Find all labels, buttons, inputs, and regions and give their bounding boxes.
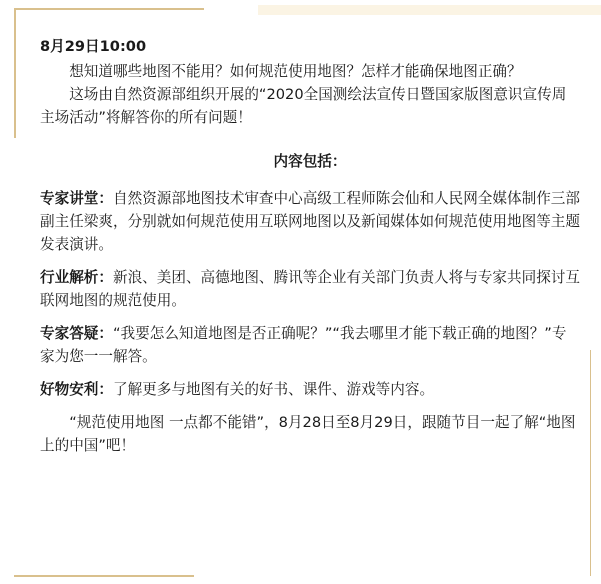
item-label: 行业解析： (40, 269, 113, 286)
item-text: 新浪、美团、高德地图、腾讯等企业有关部门负责人将与专家共同探讨互联网地图的规范使用。 (40, 269, 580, 309)
content-item (40, 378, 580, 401)
item-text: 自然资源部地图技术审查中心高级工程师陈会仙和人民网全媒体制作三部副主任梁爽，分别就如何规范使用互联网地图以及新闻媒体如何规范使用地图等主题发表演讲。 (40, 190, 580, 253)
item-label: 好物安利： (40, 381, 113, 398)
closing-paragraph: “规范使用地图 一点都不能错”，8月28日至8月29日，跟随节目一起了解“地图上的中国”吧！ (40, 414, 576, 454)
event-date: 8月29日10:00 (40, 38, 147, 55)
intro-event: 这场由自然资源部组织开展的“2020全国测绘法宣传日暨国家版图意识宣传周主场活动”将解答你的所有问题！ (40, 86, 567, 126)
item-text: “我要怎么知道地图是否正确呢？”“我去哪里才能下载正确的地图？”专家为您一一解答。 (40, 325, 567, 365)
content-item (40, 266, 580, 312)
frame-left-line (14, 8, 16, 138)
section-heading: 内容包括： (273, 153, 347, 170)
frame-bottom-left-line (14, 575, 194, 577)
item-label: 专家讲堂： (40, 190, 113, 207)
content-item (40, 322, 580, 368)
frame-right-line (590, 350, 592, 576)
content-item (40, 187, 580, 256)
article-body (40, 35, 580, 457)
frame-top-left-line (14, 8, 204, 10)
intro-questions: 想知道哪些地图不能用？如何规范使用地图？怎样才能确保地图正确？ (69, 63, 522, 80)
frame-top-right-band (258, 5, 601, 15)
item-label: 专家答疑： (40, 325, 113, 342)
item-text: 了解更多与地图有关的好书、课件、游戏等内容。 (112, 381, 435, 398)
